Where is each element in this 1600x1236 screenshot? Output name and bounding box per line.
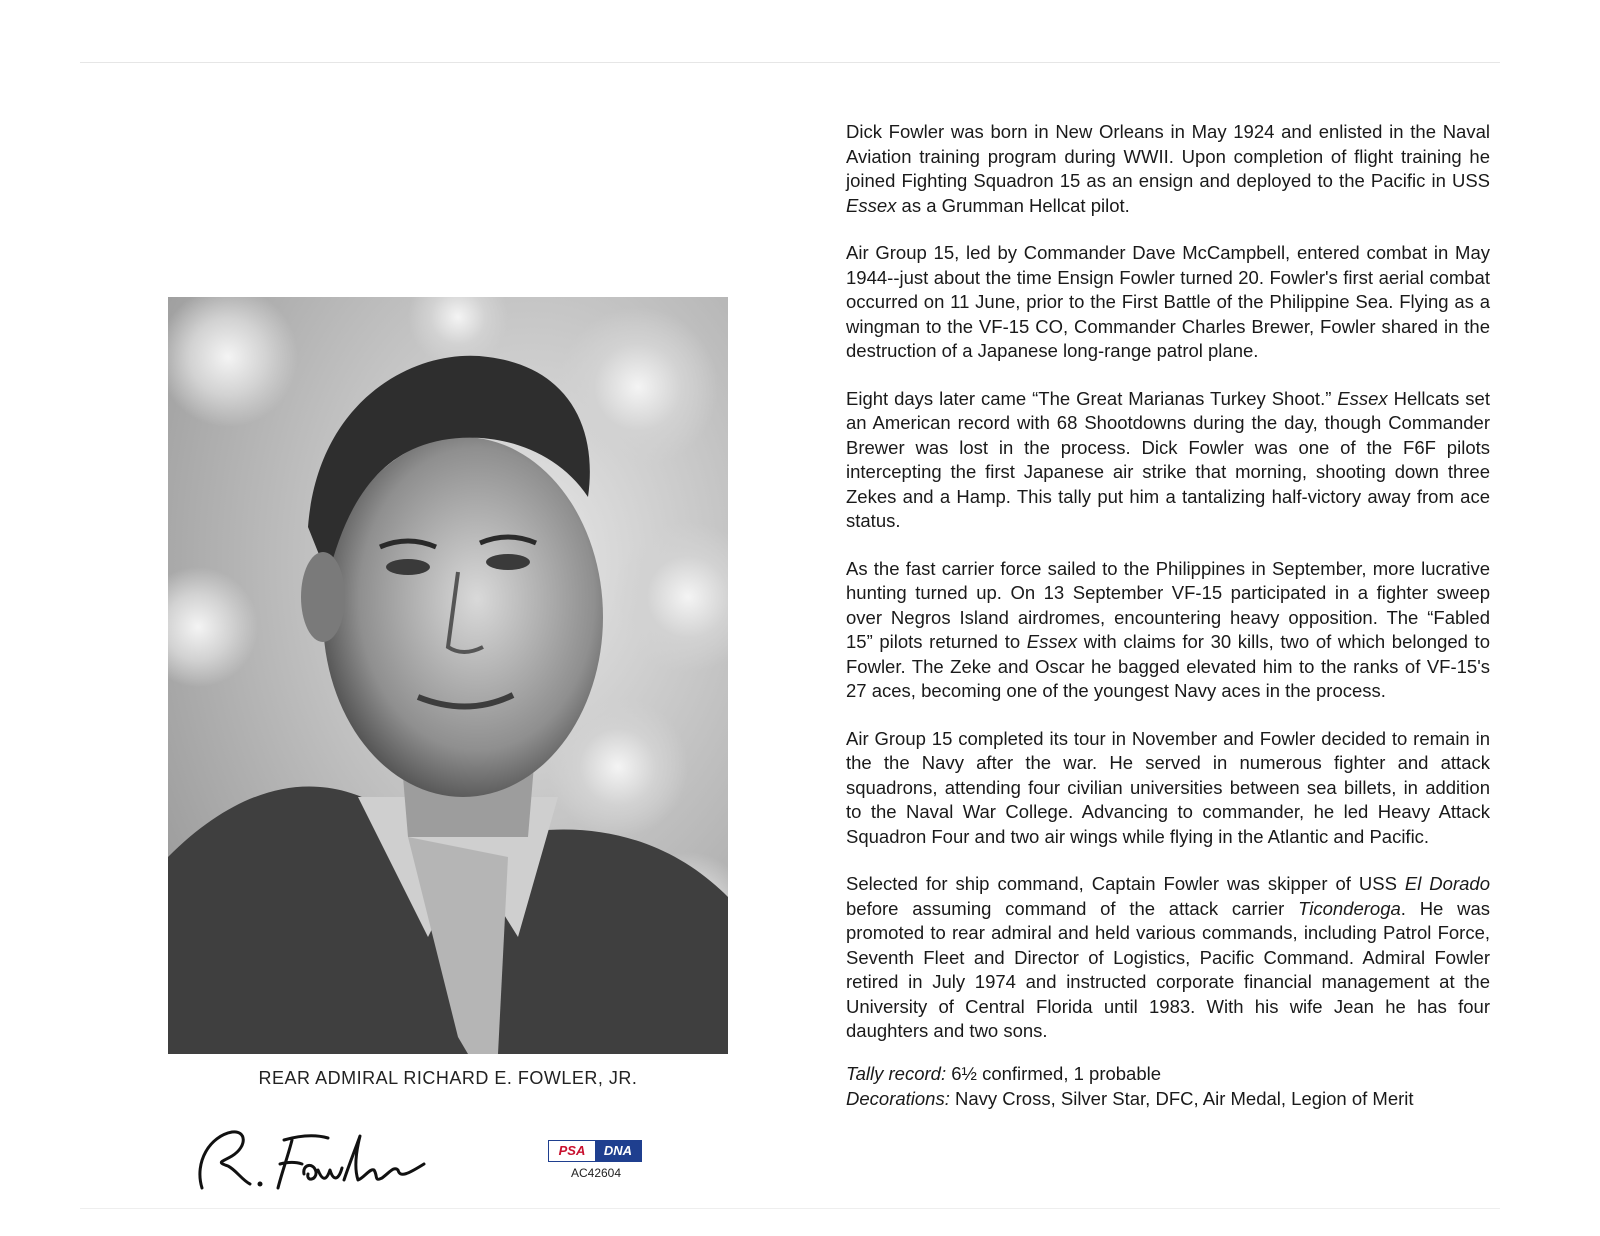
- authentication-logo: [548, 1140, 642, 1162]
- bio-p3-text: Eight days later came “The Great Marianas Turkey Shoot.”: [846, 387, 1338, 409]
- signature-icon: [188, 1122, 448, 1200]
- logo-right-text: DNA: [595, 1141, 641, 1161]
- bio-p4-text: As the fast carrier force sailed to the Philippines in September, more lucrative hunting turned up. On 13 September VF-15 participated in a fighter sweep over Negros Island airdromes, encountering heavy opposition. The “Fabled 15” pilots returned to: [846, 557, 1490, 652]
- portrait-photo-icon: [168, 297, 728, 1054]
- ship-name: Ticonderoga: [1298, 897, 1401, 919]
- bio-p1-end: as a Grumman Hellcat pilot.: [896, 194, 1130, 216]
- bio-p6-text: Selected for ship command, Captain Fowler was skipper of USS: [846, 873, 1405, 894]
- bottom-divider: [80, 1208, 1500, 1209]
- decorations-label: Decorations:: [846, 1087, 950, 1109]
- logo-left-text: PSA: [549, 1141, 595, 1161]
- service-record: [846, 1061, 1490, 1111]
- autograph-signature: [188, 1122, 448, 1200]
- photo-caption: REAR ADMIRAL RICHARD E. FOWLER, JR.: [258, 1068, 638, 1088]
- bio-paragraph-2: Air Group 15, led by Commander Dave McCampbell, entered combat in May 1944--just about the time Ensign Fowler turned 20. Fowler's first aerial combat occurred on 11 June, prior to the First Battle of the Philippine Sea. Flying as a wingman to the VF-15 CO, Commander Charles Brewer, Fowler shared in the destruction of a Japanese long-range patrol plane.: [846, 242, 1490, 361]
- bio-paragraph-5: Air Group 15 completed its tour in November and Fowler decided to remain in the the Navy after the war. He served in numerous fighter and attack squadrons, attending four civilian universities between sea billets, in addition to the Naval War College. Advancing to commander, he led Heavy Attack Squadron Four and two air wings while flying in the Atlantic and Pacific.: [846, 727, 1490, 847]
- ship-name: Essex: [1337, 387, 1388, 409]
- bio-paragraph-3: [846, 387, 1490, 534]
- bio-p4-end: with claims for 30 kills, two of which belonged to Fowler. The Zeke and Oscar he bagged elevated him to the ranks of VF-15's 27 aces, becoming one of the youngest Navy aces in the process.: [846, 631, 1490, 701]
- biography-text: [846, 120, 1490, 1111]
- decorations-record: [846, 1086, 1490, 1111]
- ship-name: Essex: [846, 194, 897, 216]
- bio-p1-text: Dick Fowler was born in New Orleans in May 1924 and enlisted in the Naval Aviation training program during WWII. Upon completion of flight training he joined Fighting Squadron 15 as an ensign and deployed to the Pacific in USS: [846, 121, 1490, 191]
- bio-paragraph-1: [846, 120, 1490, 218]
- bio-p3-end: Hellcats set an American record with 68 Shootdowns during the day, though Commander Brewer was lost in the process. Dick Fowler was one of the F6F pilots intercepting the first Japanese air strike that morning, shooting down three Zekes and a Hamp. This tally put him a tantalizing half-victory away from ace status.: [846, 387, 1490, 531]
- tally-record: [846, 1061, 1490, 1086]
- portrait-photo: [168, 297, 728, 1054]
- ship-name: Essex: [1026, 631, 1078, 652]
- bio-paragraph-6: [846, 872, 1490, 1044]
- authentication-code: AC42604: [570, 1166, 622, 1180]
- decorations-value: Navy Cross, Silver Star, DFC, Air Medal, Legion of Merit: [949, 1087, 1414, 1109]
- authentication-sticker: [548, 1140, 644, 1180]
- tally-label: Tally record:: [846, 1062, 947, 1084]
- bio-paragraph-4: [846, 557, 1490, 704]
- top-divider: [80, 62, 1500, 63]
- bio-p6-end: . He was promoted to rear admiral and held various commands, including Patrol Force, Seventh Fleet and Director of Logistics, Pacific Command. Admiral Fowler retired in July 1974 and instructed corporate financial management at the University of Central Florida until 1983. With his wife Jean he has four daughters and two sons.: [846, 897, 1491, 1041]
- tally-value: 6½ confirmed, 1 probable: [946, 1062, 1162, 1084]
- ship-name: El Dorado: [1404, 873, 1490, 894]
- bio-p6-mid: before assuming command of the attack carrier: [846, 897, 1299, 919]
